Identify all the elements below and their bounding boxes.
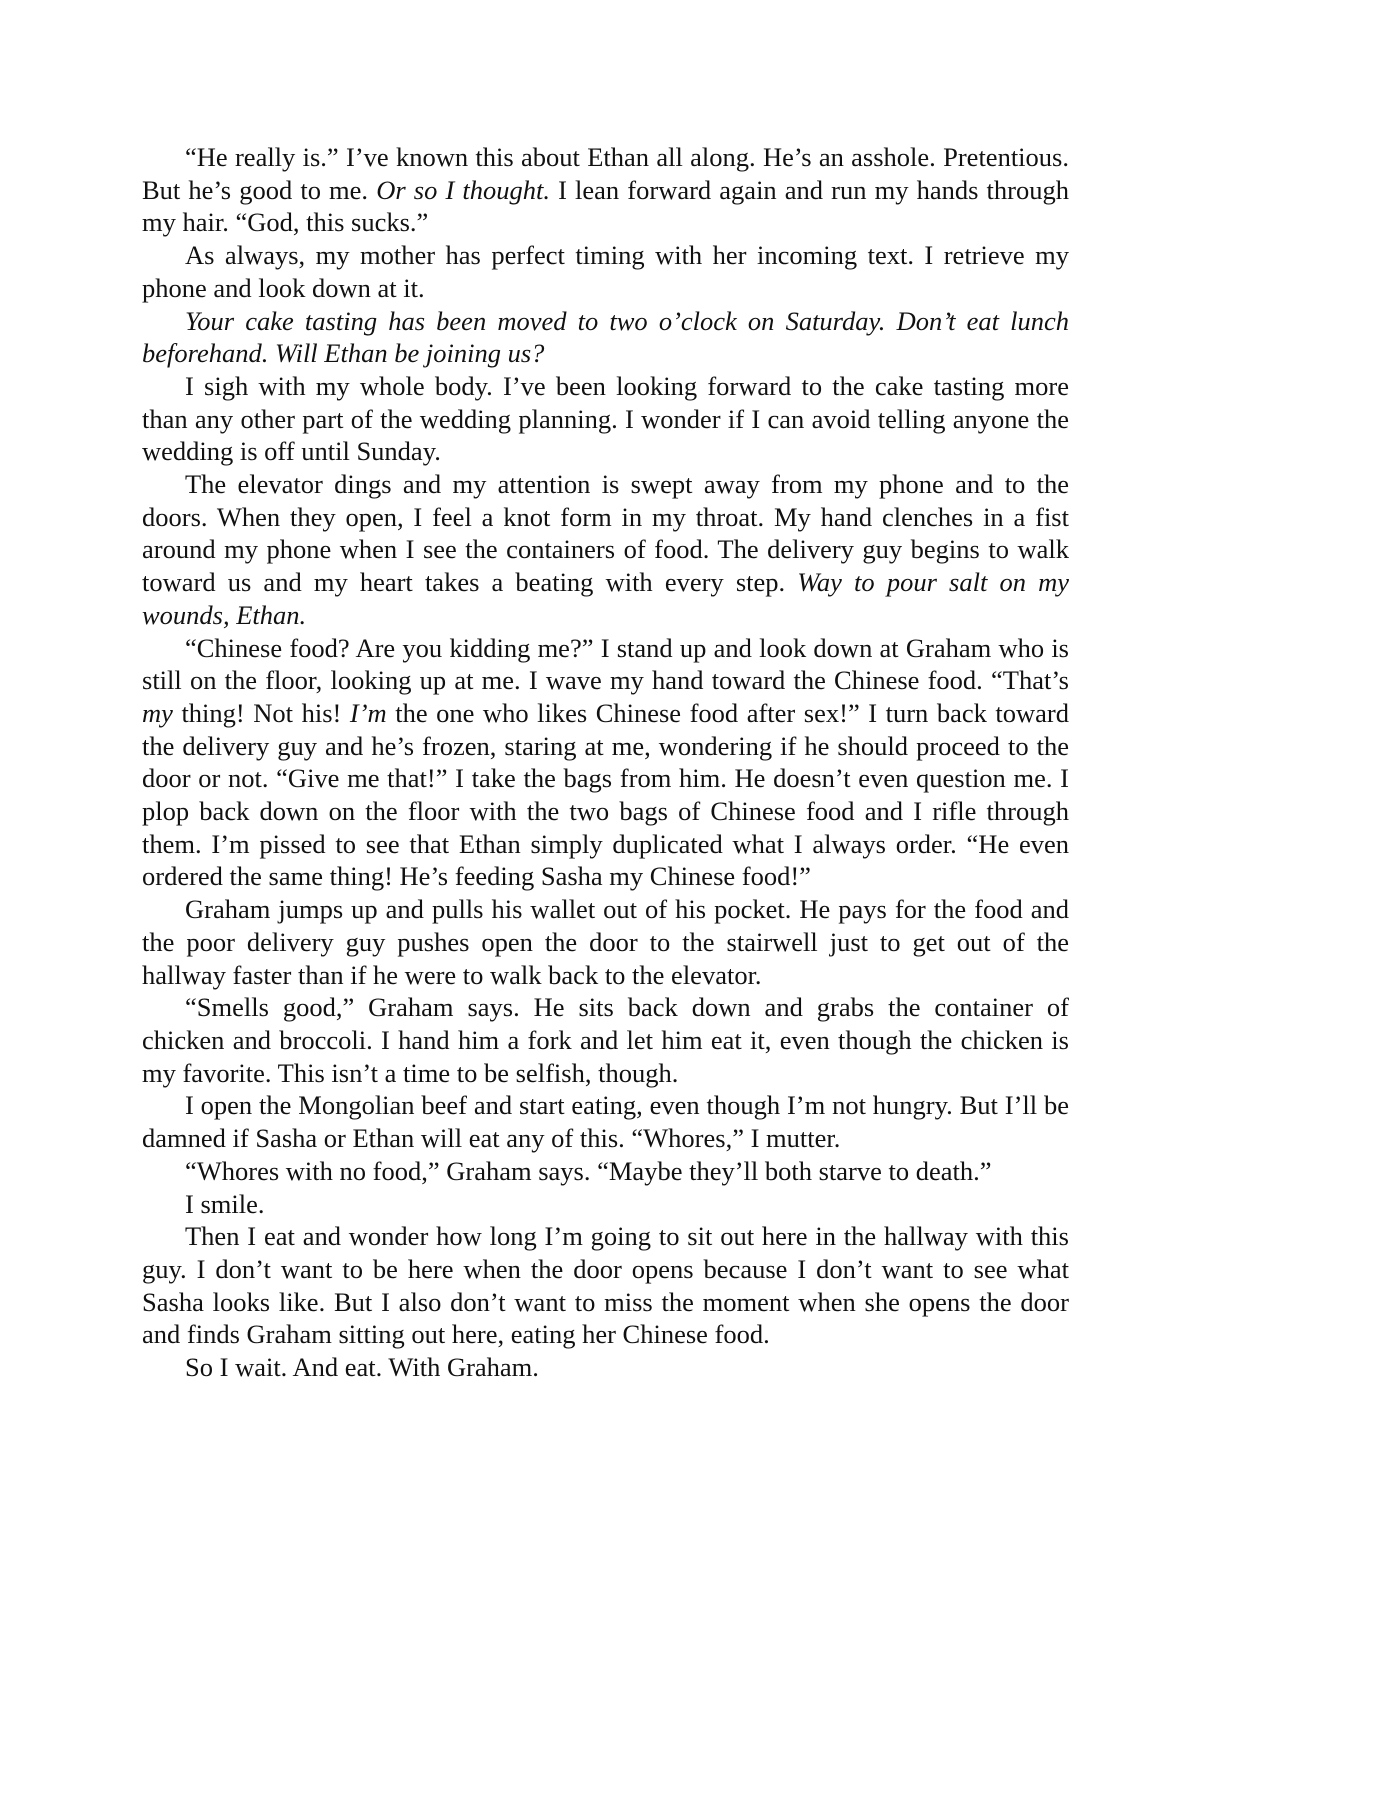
- paragraph: [142, 1188, 1069, 1221]
- italic-text-run: Way to pour salt on my wounds, Ethan.: [142, 567, 1069, 630]
- paragraph: [142, 141, 1069, 239]
- paragraph-text-message: [142, 305, 1069, 370]
- italic-text-run: Or so I thought.: [376, 174, 550, 205]
- paragraph: [142, 1351, 1069, 1384]
- text-run: As always, my mother has perfect timing with her incoming text. I retrieve my phone and look down at it.: [142, 240, 1069, 303]
- paragraph: [142, 1155, 1069, 1188]
- text-run: “Smells good,” Graham says. He sits back down and grabs the container of chicken and broccoli. I hand him a fork and let him eat it, even though the chicken is my favorite. This isn’t a time to be selfish, though.: [142, 992, 1069, 1088]
- paragraph: [142, 1089, 1069, 1154]
- text-run: The elevator dings and my attention is swept away from my phone and to the doors. When they open, I feel a knot form in my throat. My hand clenches in a fist around my phone when I see the containers of food. The delivery guy begins to walk toward us and my heart takes a beating with every step.: [142, 469, 1069, 598]
- text-run: “Chinese food? Are you kidding me?” I stand up and look down at Graham who is still on the floor, looking up at me. I wave my hand toward the Chinese food. “That’s: [142, 632, 1069, 696]
- paragraph: [142, 893, 1069, 991]
- italic-text-run: my: [142, 697, 173, 728]
- paragraph: [142, 370, 1069, 468]
- text-run: I lean forward again and run my hands through my hair. “God, this sucks.”: [142, 174, 1069, 238]
- text-run: Then I eat and wonder how long I’m going to sit out here in the hallway with this guy. I don’t want to be here when the door opens because I don’t want to see what Sasha looks like. But I also don’t want to miss the moment when she opens the door and finds Graham sitting out here, eating her Chinese food.: [142, 1221, 1069, 1350]
- italic-text-run: Your cake tasting has been moved to two o’clock on Saturday. Don’t eat lunch beforehand. Will Ethan be joining us?: [142, 305, 1069, 369]
- text-run: Graham jumps up and pulls his wallet out of his pocket. He pays for the food and the poor delivery guy pushes open the door to the stairwell just to get out of the hallway faster than if he were to walk back to the elevator.: [142, 894, 1069, 990]
- paragraph: [142, 468, 1069, 632]
- text-run: I sigh with my whole body. I’ve been looking forward to the cake tasting more than any other part of the wedding planning. I wonder if I can avoid telling anyone the wedding is off until Sunday.: [142, 370, 1069, 467]
- text-run: I open the Mongolian beef and start eating, even though I’m not hungry. But I’ll be damned if Sasha or Ethan will eat any of this. “Whores,” I mutter.: [142, 1090, 1069, 1154]
- paragraph: [142, 991, 1069, 1089]
- text-run: the one who likes Chinese food after sex!” I turn back toward the delivery guy and he’s frozen, staring at me, wondering if he should proceed to the door or not. “Give me that!” I take the bags from him. He doesn’t even question me. I plop back down on the floor with the two bags of Chinese food and I rifle through them. I’m pissed to see that Ethan simply duplicated what I always order. “He even ordered the same thing! He’s feeding Sasha my Chinese food!”: [142, 697, 1069, 892]
- text-run: So I wait. And eat. With Graham.: [185, 1352, 539, 1383]
- text-run: “He really is.” I’ve known this about Ethan all along. He’s an asshole. Pretentious. But he’s good to me.: [142, 142, 1069, 205]
- paragraph: [142, 239, 1069, 304]
- italic-text-run: I’m: [349, 697, 387, 728]
- paragraph: [142, 632, 1069, 894]
- text-run: “Whores with no food,” Graham says. “Maybe they’ll both starve to death.”: [185, 1155, 992, 1186]
- book-page-body: [142, 141, 1069, 1384]
- text-run: thing! Not his!: [172, 697, 350, 728]
- text-run: I smile.: [185, 1188, 265, 1219]
- paragraph: [142, 1220, 1069, 1351]
